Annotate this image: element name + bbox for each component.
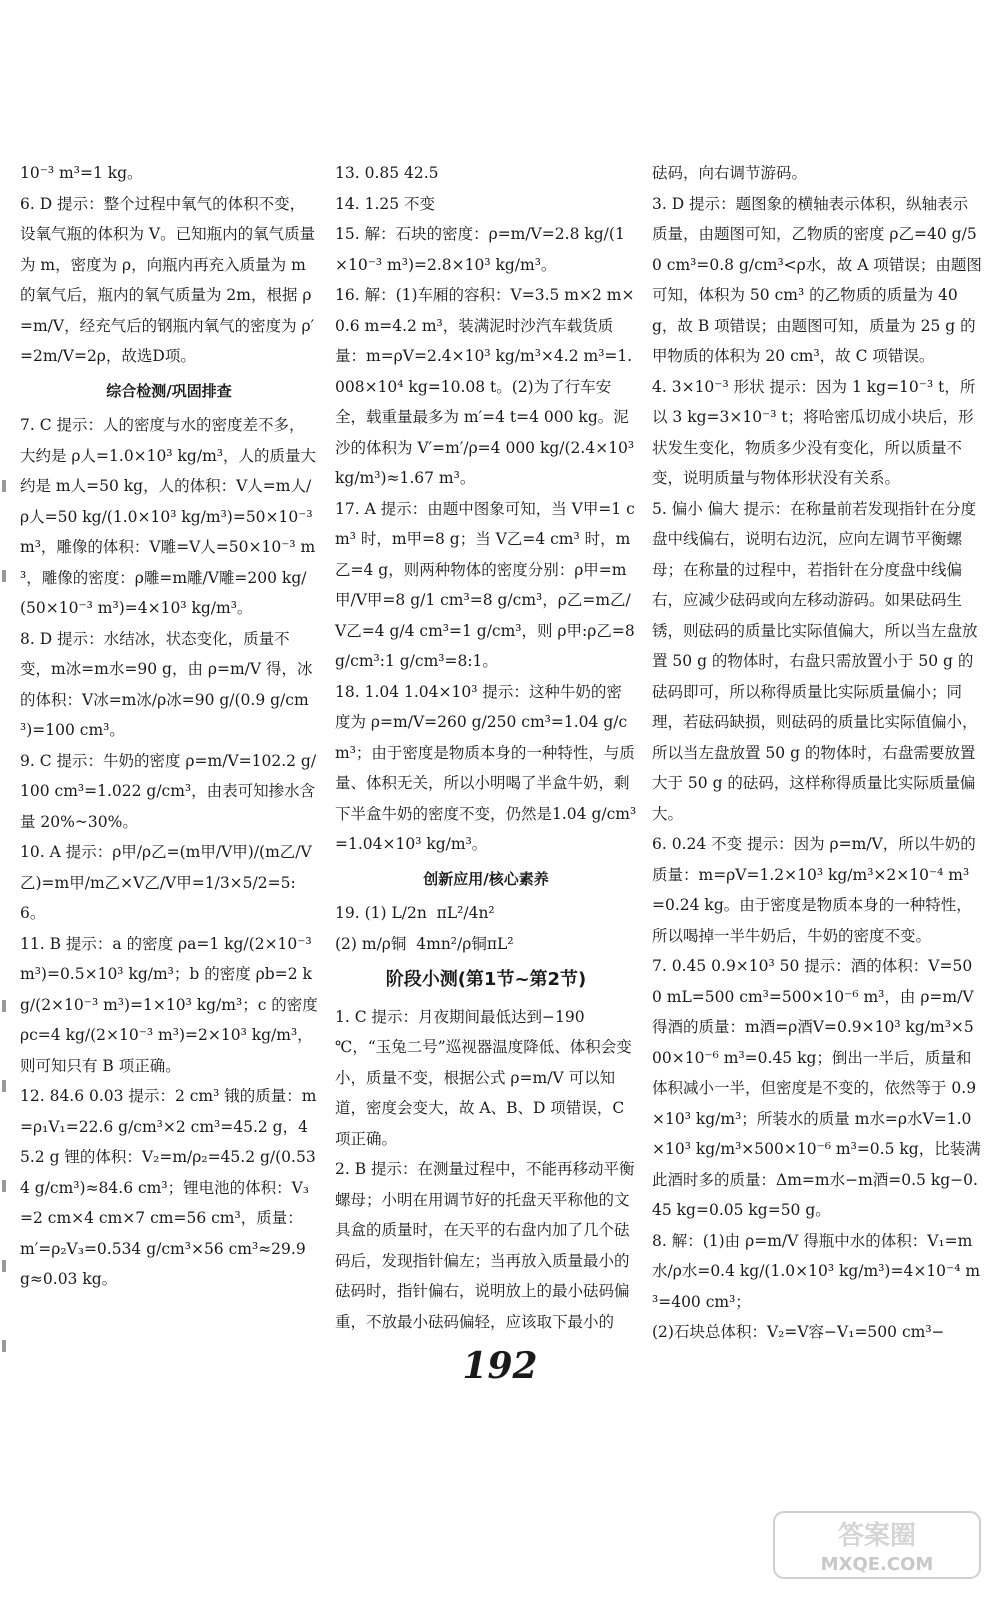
answer-paragraph: 16. 解：(1)车厢的容积：V=3.5 m×2 m×0.6 m=4.2 m³，装满泥时沙汽车载货质量：m=ρV=2.4×10³ kg/m³×4.2 m³=1.008×10⁴ kg=10.08 t。(2)为了行车安全，载重量最多为 m′=4 t=4 000 kg。泥沙的体积为 V′=m′/ρ=4 000 kg/(2.4×10³ kg/m³)≈1.67 m³。 <box>335 286 640 487</box>
answer-paragraph: 19. (1) L/2n πL²/4n² <box>335 904 495 922</box>
answer-paragraph: 8. D 提示：水结冰，状态变化，质量不变，m冰=m水=90 g，由 ρ=m/V 得，冰的体积：V冰=m冰/ρ冰=90 g/(0.9 g/cm³)=100 cm³。 <box>20 629 313 739</box>
answer-paragraph: 3. D 提示：题图象的横轴表示体积，纵轴表示质量，由题图可知，乙物质的密度 ρ乙=40 g/50 cm³=0.8 g/cm³<ρ水，故 A 项错误；由题图可知，体积为 50 cm³ 的乙物质的质量为 40 g，故 B 项错误；由题图可知，质量为 25 g 的甲物质的体积为 20 cm³，故 C 项错误。 <box>652 194 982 365</box>
binding-margin-marks <box>2 480 12 1380</box>
answer-paragraph: 17. A 提示：由题中图象可知，当 V甲=1 cm³ 时，m甲=8 g；当 V乙=4 cm³ 时，m乙=4 g，则两种物体的密度分别：ρ甲=m甲/V甲=8 g/1 cm³=8 g/cm³，ρ乙=m乙/V乙=4 g/4 cm³=1 g/cm³，则 ρ甲:ρ乙=8 g/cm³:1 g/cm³=8:1。 <box>335 499 640 670</box>
answer-paragraph: 8. 解：(1)由 ρ=m/V 得瓶中水的体积：V₁=m水/ρ水=0.4 kg/(1.0×10³ kg/m³)=4×10⁻⁴ m³=400 cm³； <box>652 1231 981 1311</box>
answer-paragraph: (2) m/ρ铜 4mn²/ρ铜πL² <box>335 934 514 953</box>
answer-paragraph: 18. 1.04 1.04×10³ 提示：这种牛奶的密度为 ρ=m/V=260 g/250 cm³=1.04 g/cm³；由于密度是物质本身的一种特性，与质量、体积无关，所以小明喝了半盒牛奶，剩下半盒牛奶的密度不变，仍然是1.04 g/cm³=1.04×10³ kg/m³。 <box>335 682 637 853</box>
answer-paragraph: 9. C 提示：牛奶的密度 ρ=m/V=102.2 g/100 cm³=1.022 g/cm³，由表可知掺水含量 20%~30%。 <box>20 751 317 831</box>
quiz-heading: 阶段小测(第1节~第2节) <box>385 969 587 990</box>
answer-paragraph: 6. D 提示：整个过程中氧气的体积不变，设氧气瓶的体积为 V。已知瓶内的氧气质量为 m，密度为 ρ，向瓶内再充入质量为 m 的氧气后，瓶内的氧气质量为 2m，根据 ρ=m/V，经充气后的钢瓶内氧气的密度为 ρ′=2m/V=2ρ，故选D项。 <box>20 194 316 365</box>
answer-paragraph: 7. C 提示：人的密度与水的密度差不多，大约是 ρ人=1.0×10³ kg/m³，人的质量大约是 m人=50 kg，人的体积：V人=m人/ρ人=50 kg/(1.0×10³ kg/m³)=50×10⁻³ m³，雕像的体积：V雕=V人=50×10⁻³ m³，雕像的密度：ρ雕=m雕/V雕=200 kg/(50×10⁻³ m³)=4×10³ kg/m³。 <box>20 416 318 617</box>
answer-paragraph: 14. 1.25 不变 <box>335 194 436 213</box>
answer-paragraph: 砝码，向右调节游码。 <box>652 164 808 182</box>
watermark-url: MXQE.COM <box>820 1554 934 1575</box>
section-heading: 创新应用/核心素养 <box>423 869 549 888</box>
answer-paragraph: 6. 0.24 不变 提示：因为 ρ=m/V，所以牛奶的质量：m=ρV=1.2×10³ kg/m³×2×10⁻⁴ m³=0.24 kg。由于密度是物质本身的一种特性，所以喝掉一半牛奶后，牛奶的密度不变。 <box>652 835 976 945</box>
right-column <box>652 158 982 1348</box>
answer-paragraph: (2)石块总体积：V₂=V容−V₁=500 cm³− <box>652 1323 945 1341</box>
answer-paragraph: 1. C 提示：月夜期间最低达到−190 ℃，“玉兔二号”巡视器温度降低、体积会变小，质量不变，根据公式 ρ=m/V 可以知道，密度会变大，故 A、B、D 项错误，C 项正确。 <box>335 1007 632 1148</box>
answer-paragraph: 2. B 提示：在测量过程中，不能再移动平衡螺母；小明在用调节好的托盘天平称他的文具盒的质量时，在天平的右盘内加了几个砝码后，发现指针偏左；当再放入质量最小的砝码时，指针偏右，说明放上的最小砝码偏重，不放最小砝码偏轻，应该取下最小的 <box>335 1160 635 1331</box>
answer-paragraph: 4. 3×10⁻³ 形状 提示：因为 1 kg=10⁻³ t，所以 3 kg=3×10⁻³ t；将哈密瓜切成小块后，形状发生变化，物质多少没有变化，所以质量不变，说明质量与物体形状没有关系。 <box>652 377 976 487</box>
watermark-logo-text: 答案圈 <box>837 1521 917 1551</box>
answer-paragraph: 5. 偏小 偏大 提示：在称量前若发现指针在分度盘中线偏右，说明右边沉，应向左调节平衡螺母；在称量的过程中，若指针在分度盘中线偏右，应减少砝码或向左移动游码。如果砝码生锈，则砝码的质量比实际值偏大，所以当左盘放置 50 g 的物体时，右盘只需放置小于 50 g 的砝码即可，所以称得质量比实际质量偏小；同理，若砝码缺损，则砝码的质量比实际值偏小，所以当左盘放置 50 g 的物体时，右盘需要放置大于 50 g 的砝码，这样称得质量比实际质量偏大。 <box>652 499 978 823</box>
answer-paragraph: 13. 0.85 42.5 <box>335 164 439 182</box>
answer-paragraph: 7. 0.45 0.9×10³ 50 提示：酒的体积：V=500 mL=500 cm³=500×10⁻⁶ m³，由 ρ=m/V 得酒的质量：m酒=ρ酒V=0.9×10³ kg/m³×500×10⁻⁶ m³=0.45 kg；倒出一半后，质量和体积减小一半，但密度是不变的，依然等于 0.9×10³ kg/m³；所装水的质量 m水=ρ水V=1.0×10³ kg/m³×500×10⁻⁶ m³=0.5 kg，比装满此酒时多的质量：Δm=m水−m酒=0.5 kg−0.45 kg=0.05 kg=50 g。 <box>652 957 981 1219</box>
middle-column <box>335 158 640 1337</box>
watermark-icon <box>772 1510 982 1580</box>
watermark-logo <box>772 1510 982 1580</box>
answer-paragraph: 12. 84.6 0.03 提示：2 cm³ 锇的质量：m=ρ₁V₁=22.6 g/cm³×2 cm³=45.2 g，45.2 g 锂的体积：V₂=m/ρ₂=45.2 g/(0.534 g/cm³)≈84.6 cm³；锂电池的体积：V₃=2 cm×4 cm×7 cm=56 cm³，质量：m′=ρ₂V₃=0.534 g/cm³×56 cm³≈29.9 g≈0.03 kg。 <box>20 1087 317 1288</box>
answer-paragraph: 11. B 提示：a 的密度 ρa=1 kg/(2×10⁻³ m³)=0.5×10³ kg/m³；b 的密度 ρb=2 kg/(2×10⁻³ m³)=1×10³ kg/m³；c 的密度 ρc=4 kg/(2×10⁻³ m³)=2×10³ kg/m³，则可知只有 B 项正确。 <box>20 934 323 1075</box>
answer-paragraph: 15. 解：石块的密度：ρ=m/V=2.8 kg/(1×10⁻³ m³)=2.8×10³ kg/m³。 <box>335 225 625 274</box>
answer-paragraph: 10. A 提示：ρ甲/ρ乙=(m甲/V甲)/(m乙/V乙)=m甲/m乙×V乙/V甲=1/3×5/2=5:6。 <box>20 843 312 922</box>
answer-paragraph: 10⁻³ m³=1 kg。 <box>20 164 143 182</box>
page-number: 192 <box>462 1345 538 1387</box>
left-column <box>20 158 323 1295</box>
section-heading: 综合检测/巩固排查 <box>106 381 232 400</box>
